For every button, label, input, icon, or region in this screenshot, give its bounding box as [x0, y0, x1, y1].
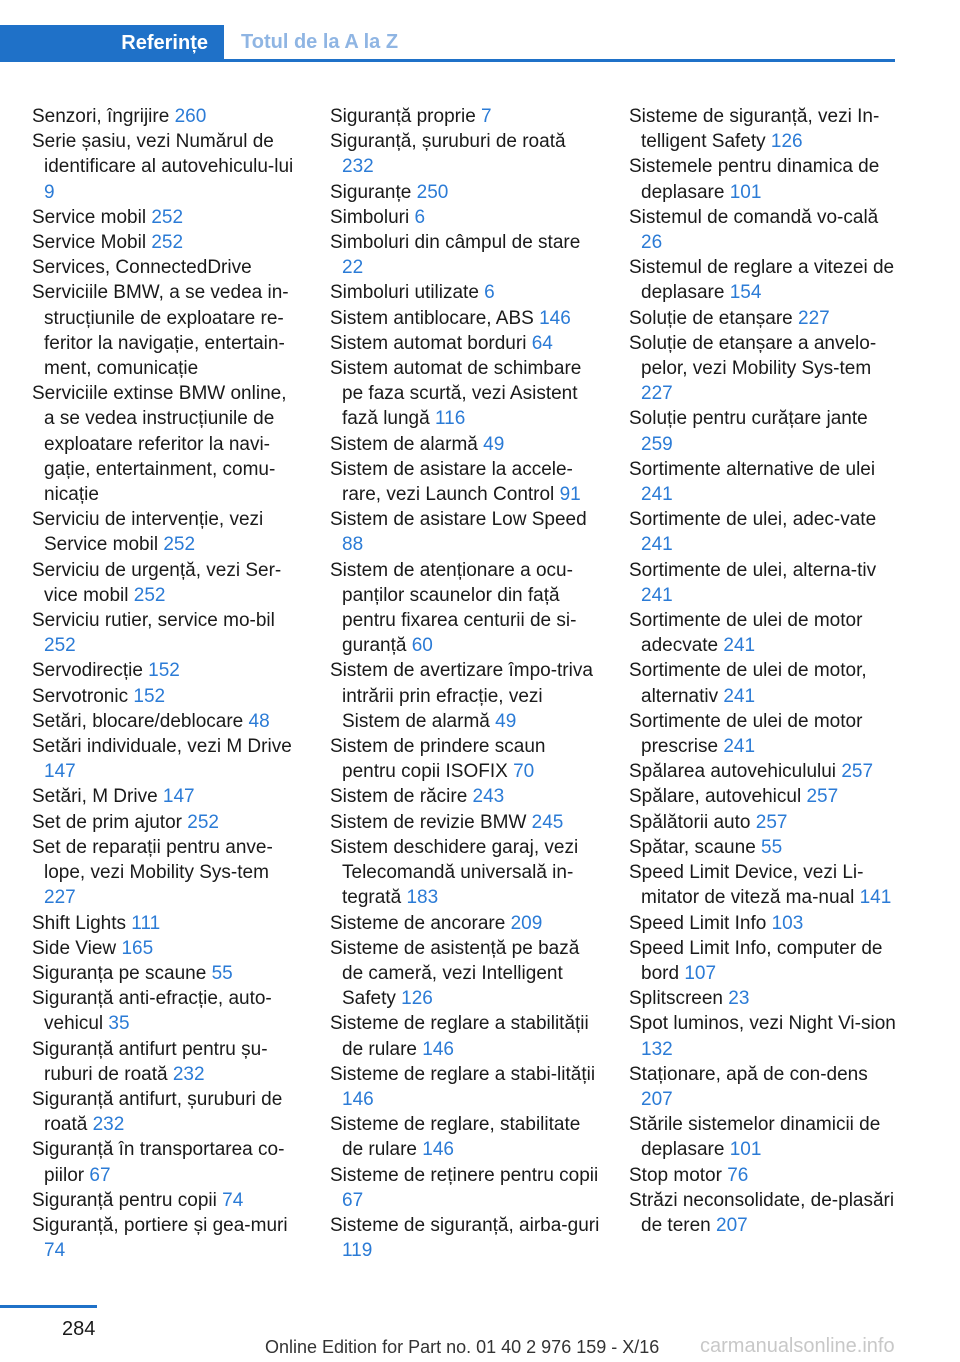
index-entry-term: Spălarea autovehiculului [629, 761, 842, 783]
index-entry-term: Siguranța pe scaune [32, 962, 212, 984]
index-entry-page-link[interactable]: 55 [211, 962, 233, 984]
index-entry [330, 835, 600, 911]
tab-referinte[interactable] [0, 25, 224, 62]
index-entry-term: Simboluri [330, 206, 415, 228]
index-entry-term: Siguranță antifurt, șuruburi de roată [32, 1088, 283, 1136]
index-entry-page-link[interactable]: 227 [44, 887, 76, 909]
index-entry-term: Simboluri utilizate [330, 282, 485, 304]
index-entry [629, 1163, 899, 1188]
index-entry [330, 1062, 600, 1112]
header-divider [0, 59, 895, 62]
index-entry-term: Soluție de etanșare a anvelo-pelor, vezi Mobility Sys-tem [629, 332, 877, 380]
index-entry-term: Setări, M Drive [32, 786, 163, 808]
index-entry-term: Setări individuale, vezi M Drive [32, 736, 292, 758]
index-entry-page-link[interactable]: 252 [133, 584, 166, 606]
index-entry [629, 306, 899, 331]
index-entry-term: Sortimente de ulei, alterna-tiv [629, 559, 877, 581]
index-entry [629, 658, 899, 708]
index-entry [32, 507, 302, 557]
page-number: 284 [62, 1318, 96, 1340]
index-entry-page-link[interactable]: 116 [434, 408, 466, 430]
index-entry [330, 205, 600, 230]
index-entry [330, 507, 600, 557]
index-entry [330, 1011, 600, 1061]
index-entry-term: Splitscreen [629, 988, 729, 1010]
watermark: carmanualsonline.info [700, 1335, 895, 1357]
index-entry [330, 1112, 600, 1162]
index-entry-term: Spălătorii auto [629, 811, 756, 833]
index-entry-term: Sistem de răcire [330, 786, 473, 808]
index-entry-page-link[interactable]: 49 [483, 433, 505, 455]
index-entry-page-link[interactable]: 207 [641, 1088, 673, 1110]
index-entry-term: Sistem de asistare Low Speed [330, 509, 587, 531]
index-entry-term: Shift Lights [32, 912, 132, 934]
index-entry-term: Staționare, apă de con-dens [629, 1063, 868, 1085]
index-entry [32, 784, 302, 809]
index-entry-page-link[interactable]: 250 [416, 181, 449, 203]
index-entry-page-link[interactable]: 241 [723, 736, 756, 758]
index-entry [330, 280, 600, 305]
index-entry [32, 709, 302, 734]
index-entry-page-link[interactable]: 209 [510, 912, 543, 934]
index-entry [32, 280, 302, 381]
index-entry-page-link[interactable]: 252 [187, 811, 219, 833]
index-entry-term: Sistem deschidere garaj, vezi Telecomandă universală in-tegrată [330, 836, 579, 909]
index-entry-term: Speed Limit Info [629, 912, 772, 934]
index-entry [330, 306, 600, 331]
index-entry-page-link[interactable]: 152 [148, 660, 180, 682]
index-entry-page-link[interactable]: 67 [342, 1189, 364, 1211]
index-entry [629, 1011, 899, 1061]
index-entry-page-link[interactable]: 243 [472, 786, 505, 808]
index-entry-page-link[interactable]: 232 [92, 1114, 125, 1136]
index-entry [629, 104, 899, 154]
index-entry-page-link[interactable]: 227 [798, 307, 830, 329]
tab-totul-de-la-a-la-z[interactable] [241, 25, 398, 59]
index-entry-term: Set de prim ajutor [32, 811, 188, 833]
index-entry-term: Străzi neconsolidate, de-plasări de teren [629, 1189, 895, 1236]
index-entry-term: Sisteme de reglare a stabilității de rulare [330, 1013, 589, 1060]
index-entry-term: Sistem de prindere scaun pentru copii ISOFIX [330, 736, 546, 783]
index-entry-page-link[interactable]: 257 [806, 786, 839, 808]
index-entry-page-link[interactable]: 232 [172, 1063, 205, 1085]
index-entry [32, 104, 302, 129]
index-entry [32, 230, 302, 255]
index-entry [330, 457, 600, 507]
index-entry-page-link[interactable]: 183 [406, 887, 439, 909]
index-entry-page-link[interactable]: 207 [716, 1214, 748, 1236]
index-entry-page-link[interactable]: 22 [342, 257, 364, 279]
index-entry-term: Sisteme de ancorare [330, 912, 511, 934]
index-entry-term: Sistem de revizie BMW [330, 811, 532, 833]
index-entry [32, 1213, 302, 1263]
index-entry-term: Service mobil [32, 206, 152, 228]
index-entry [330, 658, 600, 734]
index-entry-term: Serviciile extinse BMW online, a se vedea instrucțiunile de exploatare referitor la navi-gație, entertainment, comu-nicație [32, 383, 287, 506]
index-entry-page-link[interactable]: 9 [44, 181, 55, 203]
index-entry-term: Set de reparații pentru anve-lope, vezi Mobility Sys-tem [32, 836, 273, 884]
index-entry-term: Siguranță, portiere și gea-muri [32, 1214, 288, 1236]
index-entry [32, 936, 302, 961]
index-entry-page-link[interactable]: 252 [163, 534, 196, 556]
header-bar [0, 25, 895, 61]
index-entry-page-link[interactable]: 132 [641, 1038, 673, 1060]
index-entry [32, 734, 302, 784]
index-entry [629, 255, 899, 305]
index-entry-page-link[interactable]: 252 [44, 635, 76, 657]
index-entry-page-link[interactable]: 88 [342, 534, 364, 556]
index-entry-page-link[interactable]: 35 [108, 1013, 130, 1035]
index-entry-page-link[interactable]: 67 [89, 1164, 111, 1186]
index-entry-term: Serviciu de urgență, vezi Ser-vice mobil [32, 559, 282, 606]
index-entry-term: Serviciu rutier, service mo-bil [32, 610, 275, 632]
index-entry-page-link[interactable]: 241 [723, 685, 756, 707]
index-entry-term: Siguranță antifurt pentru șu-ruburi de roată [32, 1038, 268, 1085]
index-entry-term: Sortimente alternative de ulei [629, 458, 876, 480]
index-entry-page-link[interactable]: 49 [495, 710, 517, 732]
index-entry-term: Siguranțe [330, 181, 417, 203]
index-entry-page-link[interactable]: 252 [151, 206, 184, 228]
index-entry [32, 684, 302, 709]
index-entry-term: Spălare, autovehicul [629, 786, 807, 808]
index-entry-page-link[interactable]: 257 [841, 761, 874, 783]
index-entry-term: Sistem de atenționare a ocu-panților scaunelor din față pentru fixarea centurii de si-guranță [330, 559, 577, 657]
index-entry [330, 230, 600, 280]
index-entry-term: Sistem de avertizare împo-triva intrării prin efracție, vezi Sistem de alarmă [330, 660, 593, 732]
index-entry [330, 784, 600, 809]
index-entry-page-link[interactable]: 74 [44, 1240, 66, 1262]
index-entry-page-link[interactable]: 241 [723, 635, 756, 657]
index-entry-term: Services, ConnectedDrive [32, 257, 252, 279]
index-entry-page-link[interactable]: 76 [727, 1164, 749, 1186]
index-entry [32, 558, 302, 608]
index-entry [330, 1213, 600, 1263]
index-entry [330, 558, 600, 659]
index-entry-term: Sisteme de siguranță, vezi In-telligent Safety [629, 106, 880, 153]
index-entry-term: Siguranță pentru copii [32, 1189, 223, 1211]
index-entry [629, 936, 899, 986]
index-entry-term: Sistem antiblocare, ABS [330, 307, 540, 329]
index-entry-term: Spătar, scaune [629, 836, 762, 858]
index-entry [629, 1112, 899, 1162]
index-entry [330, 936, 600, 1012]
footer-divider [0, 1305, 97, 1308]
index-entry-term: Sisteme de asistență pe bază de cameră, vezi Intelligent Safety [330, 937, 580, 1010]
tab-referinte-label: Referințe [121, 32, 208, 54]
index-entry-page-link[interactable]: 165 [121, 937, 154, 959]
index-entry [330, 356, 600, 432]
index-entry-term: Serviciu de intervenție, vezi Service mobil [32, 509, 264, 556]
index-entry-page-link[interactable]: 141 [859, 887, 892, 909]
index-entry-page-link[interactable]: 232 [342, 156, 374, 178]
index-entry-term: Sortimente de ulei, adec-vate [629, 509, 877, 531]
edition-text: Online Edition for Part no. 01 40 2 976 159 - X/16 [265, 1337, 660, 1357]
index-entry [629, 784, 899, 809]
index-entry [32, 129, 302, 205]
index-entry-term: Sistem automat borduri [330, 332, 532, 354]
index-entry-page-link[interactable]: 6 [414, 206, 426, 228]
index-entry-term: Soluție de etanșare [629, 307, 799, 329]
index-entry-page-link[interactable]: 154 [729, 282, 762, 304]
index-entry-term: Stările sistemelor dinamicii de deplasare [629, 1114, 881, 1161]
index-entry-term: Service Mobil [32, 232, 152, 254]
index-entry [32, 911, 302, 936]
index-entry-page-link[interactable]: 48 [248, 710, 270, 732]
index-entry [629, 1062, 899, 1112]
index-entry [330, 1163, 600, 1213]
index-entry [629, 205, 899, 255]
index-entry [330, 104, 600, 129]
index-entry-page-link[interactable]: 101 [729, 1139, 762, 1161]
index-entry-term: Sistemul de comandă vo-cală [629, 206, 879, 228]
index-entry [330, 331, 600, 356]
index-entry-page-link[interactable]: 70 [513, 761, 535, 783]
index-entry-term: Side View [32, 937, 122, 959]
index-entry-page-link[interactable]: 126 [401, 988, 433, 1010]
index-entry [330, 180, 600, 205]
index-entry-page-link[interactable]: 55 [761, 836, 783, 858]
index-entry [629, 986, 899, 1011]
index-entry-page-link[interactable]: 126 [770, 131, 803, 153]
index-entry-page-link[interactable]: 107 [684, 962, 717, 984]
index-entry-term: Soluție pentru curățare jante [629, 408, 868, 430]
index-entry-page-link[interactable]: 146 [422, 1139, 454, 1161]
index-entry [330, 911, 600, 936]
index-entry-term: Sistem de alarmă [330, 433, 484, 455]
index-entry [32, 608, 302, 658]
index-entry [629, 1188, 899, 1238]
index-entry-page-link[interactable]: 146 [422, 1038, 454, 1060]
index-entry-page-link[interactable]: 147 [162, 786, 195, 808]
index-entry [32, 658, 302, 683]
index-entry [330, 129, 600, 179]
index-entry-page-link[interactable]: 103 [771, 912, 804, 934]
index-column-2 [330, 104, 600, 1263]
index-entry [330, 734, 600, 784]
index-entry [629, 759, 899, 784]
index-entry [629, 810, 899, 835]
index-entry-term: Sortimente de ulei de motor, alternativ [629, 660, 867, 707]
index-entry-term: Siguranță, șuruburi de roată [330, 131, 566, 153]
index-entry-term: Simboluri din câmpul de stare [330, 232, 581, 254]
index-entry-term: Setări, blocare/deblocare [32, 710, 249, 732]
index-entry-page-link[interactable]: 146 [539, 307, 571, 329]
index-entry-page-link[interactable]: 227 [641, 383, 673, 405]
index-entry-page-link[interactable]: 74 [222, 1189, 244, 1211]
index-entry-page-link[interactable]: 241 [641, 484, 673, 506]
index-entry [32, 986, 302, 1036]
index-entry-term: Senzori, îngrijire [32, 106, 175, 127]
index-entry [32, 1037, 302, 1087]
index-entry-page-link[interactable]: 259 [641, 433, 673, 455]
index-column-3 [629, 104, 899, 1238]
index-entry-page-link[interactable]: 64 [531, 332, 553, 354]
index-entry-term: Sisteme de reglare a stabi-lității [330, 1063, 596, 1085]
index-entry [330, 432, 600, 457]
index-entry-page-link[interactable]: 147 [44, 761, 76, 783]
index-entry-page-link[interactable]: 111 [131, 912, 161, 934]
index-entry-term: Sortimente de ulei de motor adecvate [629, 610, 863, 657]
index-entry [32, 1188, 302, 1213]
index-entry [629, 331, 899, 407]
index-entry-term: Servotronic [32, 685, 134, 707]
index-entry-page-link[interactable]: 252 [151, 232, 184, 254]
index-entry-page-link[interactable]: 26 [641, 232, 663, 254]
index-entry-term: Spot luminos, vezi Night Vi-sion [629, 1013, 896, 1035]
index-entry [629, 558, 899, 608]
index-entry [629, 608, 899, 658]
index-entry-term: Serviciile BMW, a se vedea in-strucțiunile de exploatare re-feritor la navigație, entertain-ment, comunicație [32, 282, 289, 380]
index-entry-term: Siguranță anti-efracție, auto-vehicul [32, 988, 272, 1035]
index-entry-page-link[interactable]: 152 [133, 685, 166, 707]
index-entry [32, 1137, 302, 1187]
index-entry-page-link[interactable]: 241 [641, 534, 673, 556]
index-entry [629, 709, 899, 759]
index-entry [32, 961, 302, 986]
index-entry-page-link[interactable]: 260 [174, 106, 207, 127]
index-entry [629, 860, 899, 910]
tab-totul-label: Totul de la A la Z [241, 30, 399, 53]
index-entry-page-link[interactable]: 257 [755, 811, 788, 833]
index-entry-page-link[interactable]: 91 [559, 484, 581, 506]
index-entry-term: Sistemul de reglare a vitezei de deplasare [629, 257, 895, 304]
index-entry [629, 507, 899, 557]
index-entry-page-link[interactable]: 101 [729, 181, 762, 203]
index-entry [32, 205, 302, 230]
index-entry-term: Sisteme de reglare, stabilitate de rulare [330, 1114, 581, 1161]
index-entry-term: Sisteme de reținere pentru copii [330, 1164, 599, 1186]
index-entry-term: Siguranță proprie [330, 106, 482, 127]
index-entry [629, 406, 899, 456]
index-entry-term: Speed Limit Device, vezi Li-mitator de viteză ma-nual [629, 862, 864, 909]
index-entry-page-link[interactable]: 119 [342, 1240, 373, 1262]
index-entry-page-link[interactable]: 6 [484, 282, 495, 304]
index-entry-term: Stop motor [629, 1164, 728, 1186]
index-entry [32, 255, 302, 280]
index-entry-page-link[interactable]: 241 [641, 584, 673, 606]
index-column-1 [32, 104, 302, 1263]
index-entry-term: Speed Limit Info, computer de bord [629, 937, 883, 984]
index-entry [629, 457, 899, 507]
index-entry-term: Sistemele pentru dinamica de deplasare [629, 156, 880, 203]
index-entry [32, 835, 302, 911]
index-entry-term: Siguranță în transportarea co-piilor [32, 1139, 285, 1186]
index-entry-term: Sortimente de ulei de motor prescrise [629, 710, 863, 758]
index-entry [629, 835, 899, 860]
index-entry-page-link[interactable]: 23 [728, 988, 750, 1010]
index-entry-page-link[interactable]: 7 [481, 106, 492, 127]
index-entry-term: Serie șasiu, vezi Numărul de identificare al autovehiculu-lui [32, 131, 294, 178]
index-entry-term: Sisteme de siguranță, airba-guri [330, 1214, 600, 1236]
index-entry [629, 154, 899, 204]
index-entry [330, 810, 600, 835]
index-entry-page-link[interactable]: 60 [411, 635, 433, 657]
index-entry [32, 810, 302, 835]
index-entry-page-link[interactable]: 245 [531, 811, 564, 833]
index-entry-term: Servodirecție [32, 660, 149, 682]
index-entry-term: Sistem de asistare la accele-rare, vezi Launch Control [330, 458, 573, 506]
index-entry-page-link[interactable]: 146 [342, 1088, 374, 1110]
index-entry-term: Sistem automat de schimbare pe faza scurtă, vezi Asistent fază lungă [330, 358, 582, 430]
index-entry [629, 911, 899, 936]
index-entry [32, 1087, 302, 1137]
index-entry [32, 381, 302, 507]
